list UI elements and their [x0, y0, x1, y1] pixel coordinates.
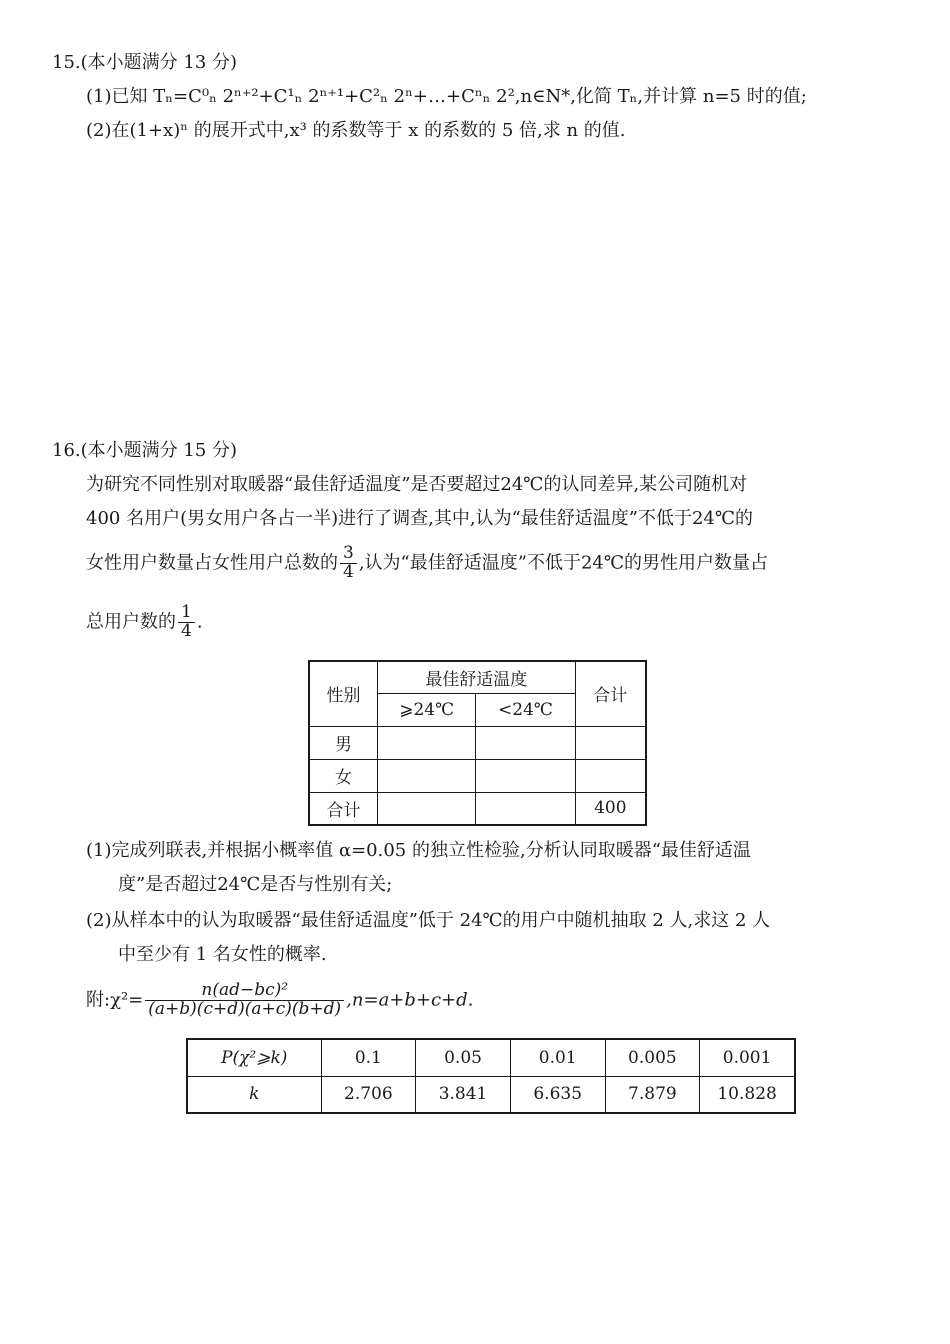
q16-intro-line3-b: ,认为“最佳舒适温度”不低于24℃的男性用户数量占	[358, 552, 768, 574]
p-value: 0.05	[416, 1039, 511, 1076]
k-value: 6.635	[510, 1076, 605, 1113]
p-value: 0.001	[700, 1039, 795, 1076]
formula-numerator: n(ad−bc)²	[145, 982, 344, 1001]
q16-intro-line4	[86, 604, 203, 641]
header-best-temp: 最佳舒适温度	[378, 661, 576, 693]
row-label-total: 合计	[309, 792, 378, 825]
fraction-numerator: 1	[178, 604, 195, 623]
q16-intro-line1: 为研究不同性别对取暖器“最佳舒适温度”是否要超过24℃的认同差异,某公司随机对	[86, 474, 748, 495]
q15-part1: (1)已知 Tₙ=C⁰ₙ 2ⁿ⁺²+C¹ₙ 2ⁿ⁺¹+C²ₙ 2ⁿ+…+Cⁿₙ 2²,n∈N*,化简 Tₙ,并计算 n=5 时的值;	[86, 86, 807, 107]
q16-header: 16.(本小题满分 15 分)	[52, 440, 238, 461]
table-row	[309, 726, 646, 759]
formula-tail: ,n=a+b+c+d.	[346, 989, 474, 1011]
cell-empty	[476, 792, 575, 825]
q15-part2: (2)在(1+x)ⁿ 的展开式中,x³ 的系数等于 x 的系数的 5 倍,求 n 的值.	[86, 120, 626, 141]
cell-empty	[378, 792, 476, 825]
q16-intro-line3	[86, 545, 768, 582]
p-value: 0.005	[605, 1039, 700, 1076]
k-value: 3.841	[416, 1076, 511, 1113]
header-lt-24: <24℃	[476, 693, 575, 726]
critical-value-table	[186, 1038, 796, 1114]
header-gender: 性别	[309, 661, 378, 726]
q16-intro-line2: 400 名用户(男女用户各占一半)进行了调查,其中,认为“最佳舒适温度”不低于24℃的	[86, 508, 754, 529]
fraction-denominator: 4	[343, 561, 354, 582]
table-row	[187, 1076, 795, 1113]
q16-intro-line3-a: 女性用户数量占女性用户总数的	[86, 552, 338, 574]
cell-empty	[575, 726, 646, 759]
table-row	[309, 792, 646, 825]
q16-intro-line4-b: .	[196, 611, 203, 633]
cell-empty	[378, 759, 476, 792]
cell-empty	[378, 726, 476, 759]
table-row	[187, 1039, 795, 1076]
cell-empty	[476, 759, 575, 792]
fraction-numerator: 3	[340, 545, 357, 564]
q16-intro-line4-a: 总用户数的	[86, 611, 176, 633]
table-row	[309, 759, 646, 792]
q16-part1-line1: (1)完成列联表,并根据小概率值 α=0.05 的独立性检验,分析认同取暖器“最佳舒适温	[86, 840, 751, 861]
appendix-label: 附:χ²=	[86, 989, 144, 1011]
appendix-formula	[86, 982, 473, 1019]
cell-empty	[575, 759, 646, 792]
fraction-one-quarter	[178, 604, 195, 641]
q16-part1-line2: 度”是否超过24℃是否与性别有关;	[118, 874, 393, 895]
p-value: 0.01	[510, 1039, 605, 1076]
q16-part2-line1: (2)从样本中的认为取暖器“最佳舒适温度”低于 24℃的用户中随机抽取 2 人,求这 2 人	[86, 910, 771, 931]
header-ge-24: ⩾24℃	[378, 693, 476, 726]
row-label-female: 女	[309, 759, 378, 792]
k-value: 2.706	[321, 1076, 416, 1113]
row-label-male: 男	[309, 726, 378, 759]
k-value: 7.879	[605, 1076, 700, 1113]
fraction-three-quarters	[340, 545, 357, 582]
grand-total: 400	[575, 792, 646, 825]
k-label: k	[187, 1076, 321, 1113]
p-value: 0.1	[321, 1039, 416, 1076]
q15-header: 15.(本小题满分 13 分)	[52, 52, 238, 73]
cell-empty	[476, 726, 575, 759]
chi-square-fraction	[145, 982, 344, 1019]
formula-denominator: (a+b)(c+d)(a+c)(b+d)	[148, 998, 342, 1019]
fraction-denominator: 4	[181, 620, 192, 641]
contingency-table	[308, 660, 647, 826]
p-label: P(χ²⩾k)	[187, 1039, 321, 1076]
k-value: 10.828	[700, 1076, 795, 1113]
q16-part2-line2: 中至少有 1 名女性的概率.	[118, 944, 327, 965]
header-total: 合计	[575, 661, 646, 726]
